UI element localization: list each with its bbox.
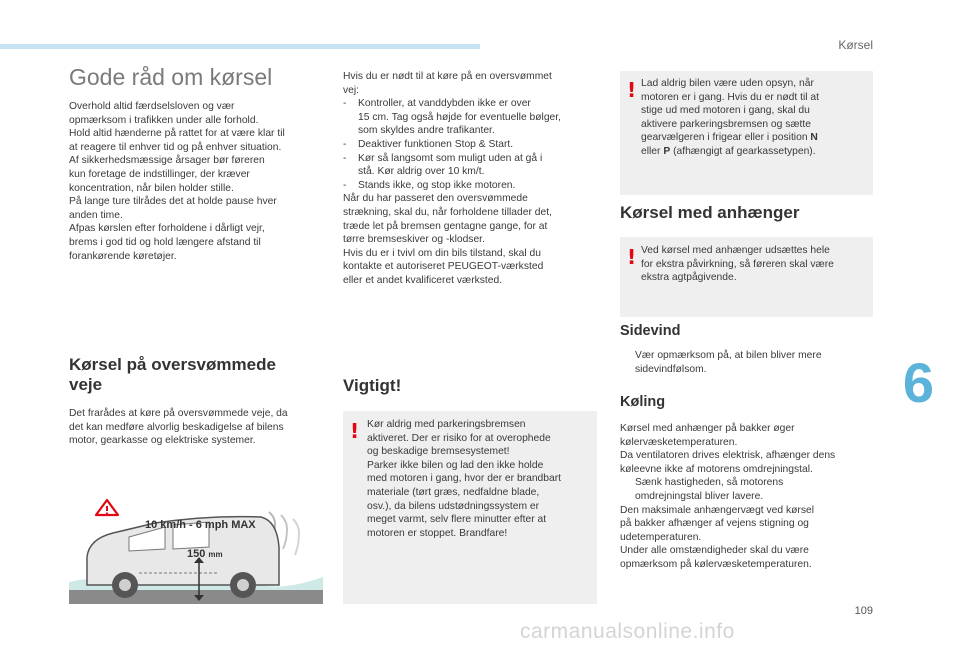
sidevind-heading: Sidevind — [620, 323, 681, 339]
list-item: - Kør så langsomt som muligt uden at gå i stå. Kør aldrig over 10 km/t. — [343, 152, 543, 178]
warning-icon: ! — [350, 419, 360, 443]
flood-text: Det frarådes at køre på oversvømmede veje, da det kan medføre alvorlig beskadigelse af bilens motor, gearkasse og elektriske systemer. — [69, 408, 288, 447]
trailer-heading: Kørsel med anhænger — [620, 203, 800, 222]
speed-label: 10 km/h - 6 mph MAX — [145, 519, 256, 531]
after-flood-text: Når du har passeret den oversvømmede strækning, skal du, når forholdene tillader det, træde let på bremsen gentagne gange, for at tørre bremseskiver og -klodser. Hvis du er i tvivl om din bils tilstand, skal du kontakte et autoriseret PEUGEOT-værksted eller et andet kvalificeret værksted. — [343, 193, 552, 286]
depth-unit: mm — [208, 550, 223, 559]
section-title: Gode råd om kørsel — [69, 64, 273, 90]
header-bar — [0, 44, 480, 49]
flood-lead-text: Hvis du er nødt til at køre på en oversvømmet vej: — [343, 71, 552, 96]
trailer-heading-wrap — [620, 203, 873, 223]
list-item: - Kontroller, at vanddybden ikke er over 15 cm. Tag også højde for eventuelle bølger, som skyldes andre trafikanter. — [343, 98, 562, 137]
trailer-warning-box — [620, 237, 873, 317]
important-heading: Vigtigt! — [343, 376, 402, 395]
warning-icon: ! — [627, 245, 637, 269]
important-warning-box — [343, 411, 597, 604]
watermark: carmanualsonline.info — [520, 620, 735, 643]
depth-label — [187, 548, 223, 560]
unattended-warning-box — [620, 71, 873, 195]
column-1 — [69, 64, 331, 263]
flood-steps-list — [343, 97, 605, 192]
important-heading-wrap — [343, 376, 605, 396]
koling-section — [620, 394, 876, 572]
trailer-warning-text: Ved kørsel med anhænger udsættes hele for ekstra påvirkning, så føreren skal være ekstra agtpågivende. — [641, 245, 834, 284]
chapter-title: Kørsel — [838, 38, 873, 52]
column-2 — [343, 70, 605, 288]
list-item: - Stands ikke, og stop ikke motoren. — [343, 179, 516, 191]
sidevind-section — [620, 323, 876, 376]
chapter-number: 6 — [902, 351, 934, 414]
page-number: 109 — [854, 605, 873, 617]
unattended-text: Lad aldrig bilen være uden opsyn, når motoren er i gang. Hvis du er nødt til at stige ud med motoren i gang, skal du aktivere parkeringsbremsen og sætte gearvælgeren i frigear eller i position N eller P (afhængigt af gearkassetypen). — [641, 78, 819, 157]
flood-heading: Kørsel på oversvømmede veje — [69, 355, 276, 394]
intro-text: Overhold altid færdselsloven og vær opmærksom i trafikken under alle forhold. Hold altid hænderne på rattet for at være klar til at reagere til enhver tid og på enhver situation. Af sikkerhedsmæssige årsager bør føreren kun foretage de indstillinger, der kræver koncentration, når bilen holder stille. På lange ture tilrådes det at holde pause hver anden time. Afpas kørslen efter forholdene i dårligt vejr, brems i god tid og hold længere afstand til forankørende køretøjer. — [69, 101, 285, 262]
list-item: - Deaktiver funktionen Stop & Start. — [343, 138, 514, 150]
flooded-car-drawing — [69, 487, 323, 604]
flood-illustration — [69, 487, 323, 604]
depth-value: 150 — [187, 548, 206, 560]
koling-heading: Køling — [620, 394, 666, 410]
warning-icon: ! — [627, 78, 637, 102]
koling-list — [620, 476, 876, 503]
important-text: Kør aldrig med parkeringsbremsen aktiveret. Der er risiko for at overophede og beskadige bremsesystemet! Parker ikke bilen og lad den ikke holde med motoren i gang, hvor der er brandbart materiale (tørt græs, nedfaldne blade, osv.), da bilens udstødningssystem er meget varmt, selv flere minutter efter at motoren er stoppet. Brandfare! — [367, 419, 562, 539]
list-item: Vær opmærksom på, at bilen bliver mere sidevindfølsom. — [635, 350, 822, 375]
koling-text-1: Kørsel med anhænger på bakker øger kølervæsketemperaturen. Da ventilatoren drives elektrisk, afhænger dens køleevne ikke af motorens omdrejningstal. — [620, 423, 836, 475]
flood-section — [69, 355, 331, 448]
sidevind-list — [620, 349, 876, 376]
list-item: Sænk hastigheden, så motorens omdrejningstal bliver lavere. — [635, 477, 784, 502]
koling-text-2: Den maksimale anhængervægt ved kørsel på bakker afhænger af vejens stigning og udetemperaturen. Under alle omstændigheder skal du være opmærksom på kølervæsketemperaturen. — [620, 504, 815, 570]
